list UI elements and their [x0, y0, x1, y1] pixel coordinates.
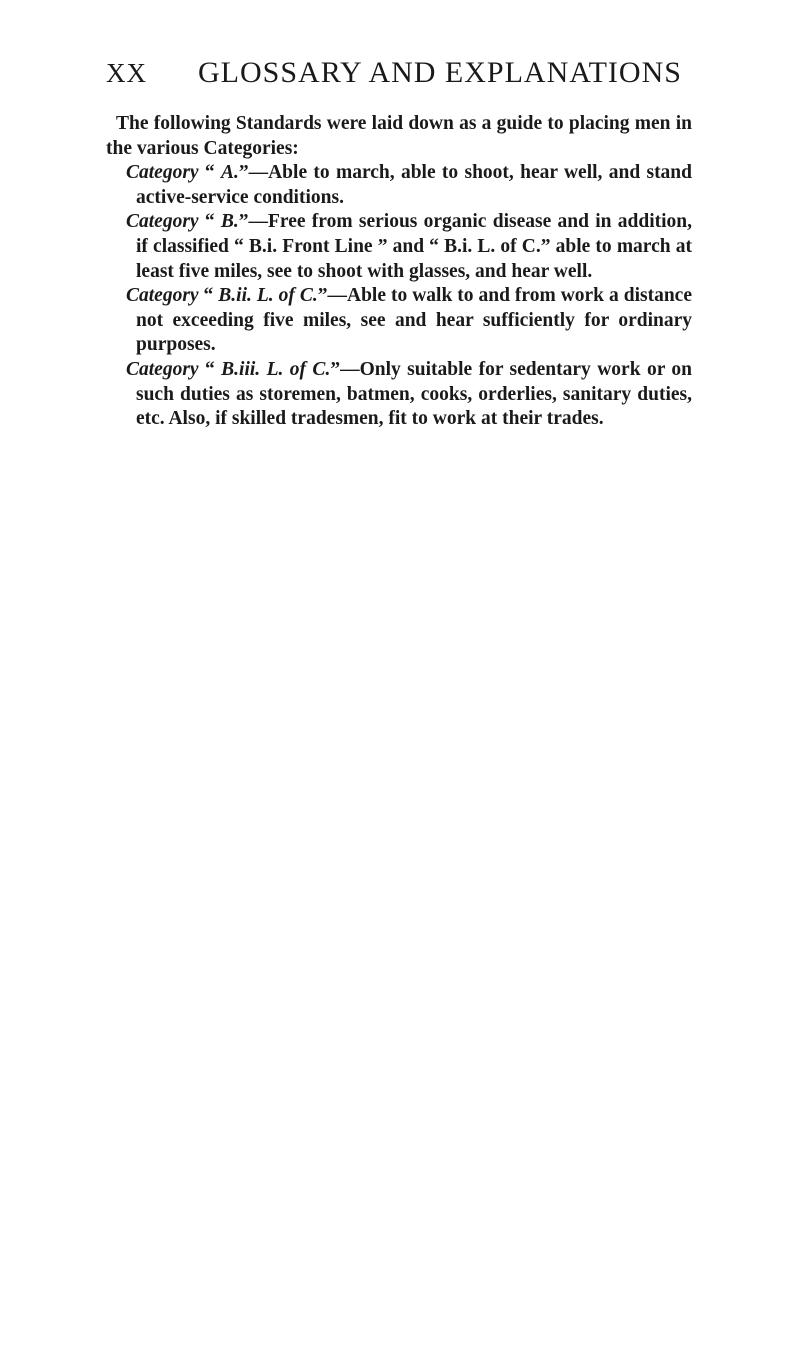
- category-description: Only suitable for sedentary work or on such duties as storemen, batmen, cooks, orderlies, sanitary duties, etc. Also, if skilled tradesmen, fit to work at their trades.: [136, 358, 693, 430]
- category-entry-b: [106, 210, 692, 284]
- category-entry-a: [106, 161, 692, 210]
- running-title: GLOSSARY AND EXPLANATIONS: [198, 56, 682, 89]
- category-label: Category: [126, 285, 199, 307]
- category-description: Able to march, able to shoot, hear well, and stand active-service conditions.: [136, 162, 692, 208]
- category-entry-bii: [106, 284, 692, 358]
- category-description: Free from serious organic disease and in addition, if classified “ B.i. Front Line ” and “ B.i. L. of C.” able to march at least five miles, see to shoot with glasses, and hear well.: [136, 211, 692, 282]
- category-code: A.: [220, 162, 239, 184]
- intro-paragraph: The following Standards were laid down as a guide to placing men in the various Categories:: [106, 113, 692, 159]
- page-header: [106, 56, 682, 100]
- category-open-quote: “: [198, 162, 221, 184]
- category-description: Able to walk to and from work a distance not exceeding five miles, see and hear sufficiently for ordinary purposes.: [136, 285, 692, 356]
- category-close-quote: ”—: [317, 285, 347, 307]
- page-body: [106, 112, 692, 432]
- category-entry-biii: [106, 358, 692, 432]
- category-code: B.: [220, 211, 239, 233]
- category-close-quote: ”—: [238, 211, 269, 233]
- category-label: Category: [126, 358, 199, 380]
- category-close-quote: ”—: [330, 358, 360, 380]
- category-close-quote: ”—: [238, 162, 269, 184]
- category-label: Category: [126, 162, 199, 184]
- category-open-quote: “: [198, 211, 221, 233]
- category-open-quote: “: [198, 285, 219, 307]
- page-number: XX: [106, 58, 147, 88]
- category-code: B.iii. L. of C.: [221, 358, 331, 380]
- category-label: Category: [126, 211, 199, 233]
- category-open-quote: “: [198, 358, 222, 380]
- category-code: B.ii. L. of C.: [218, 285, 318, 307]
